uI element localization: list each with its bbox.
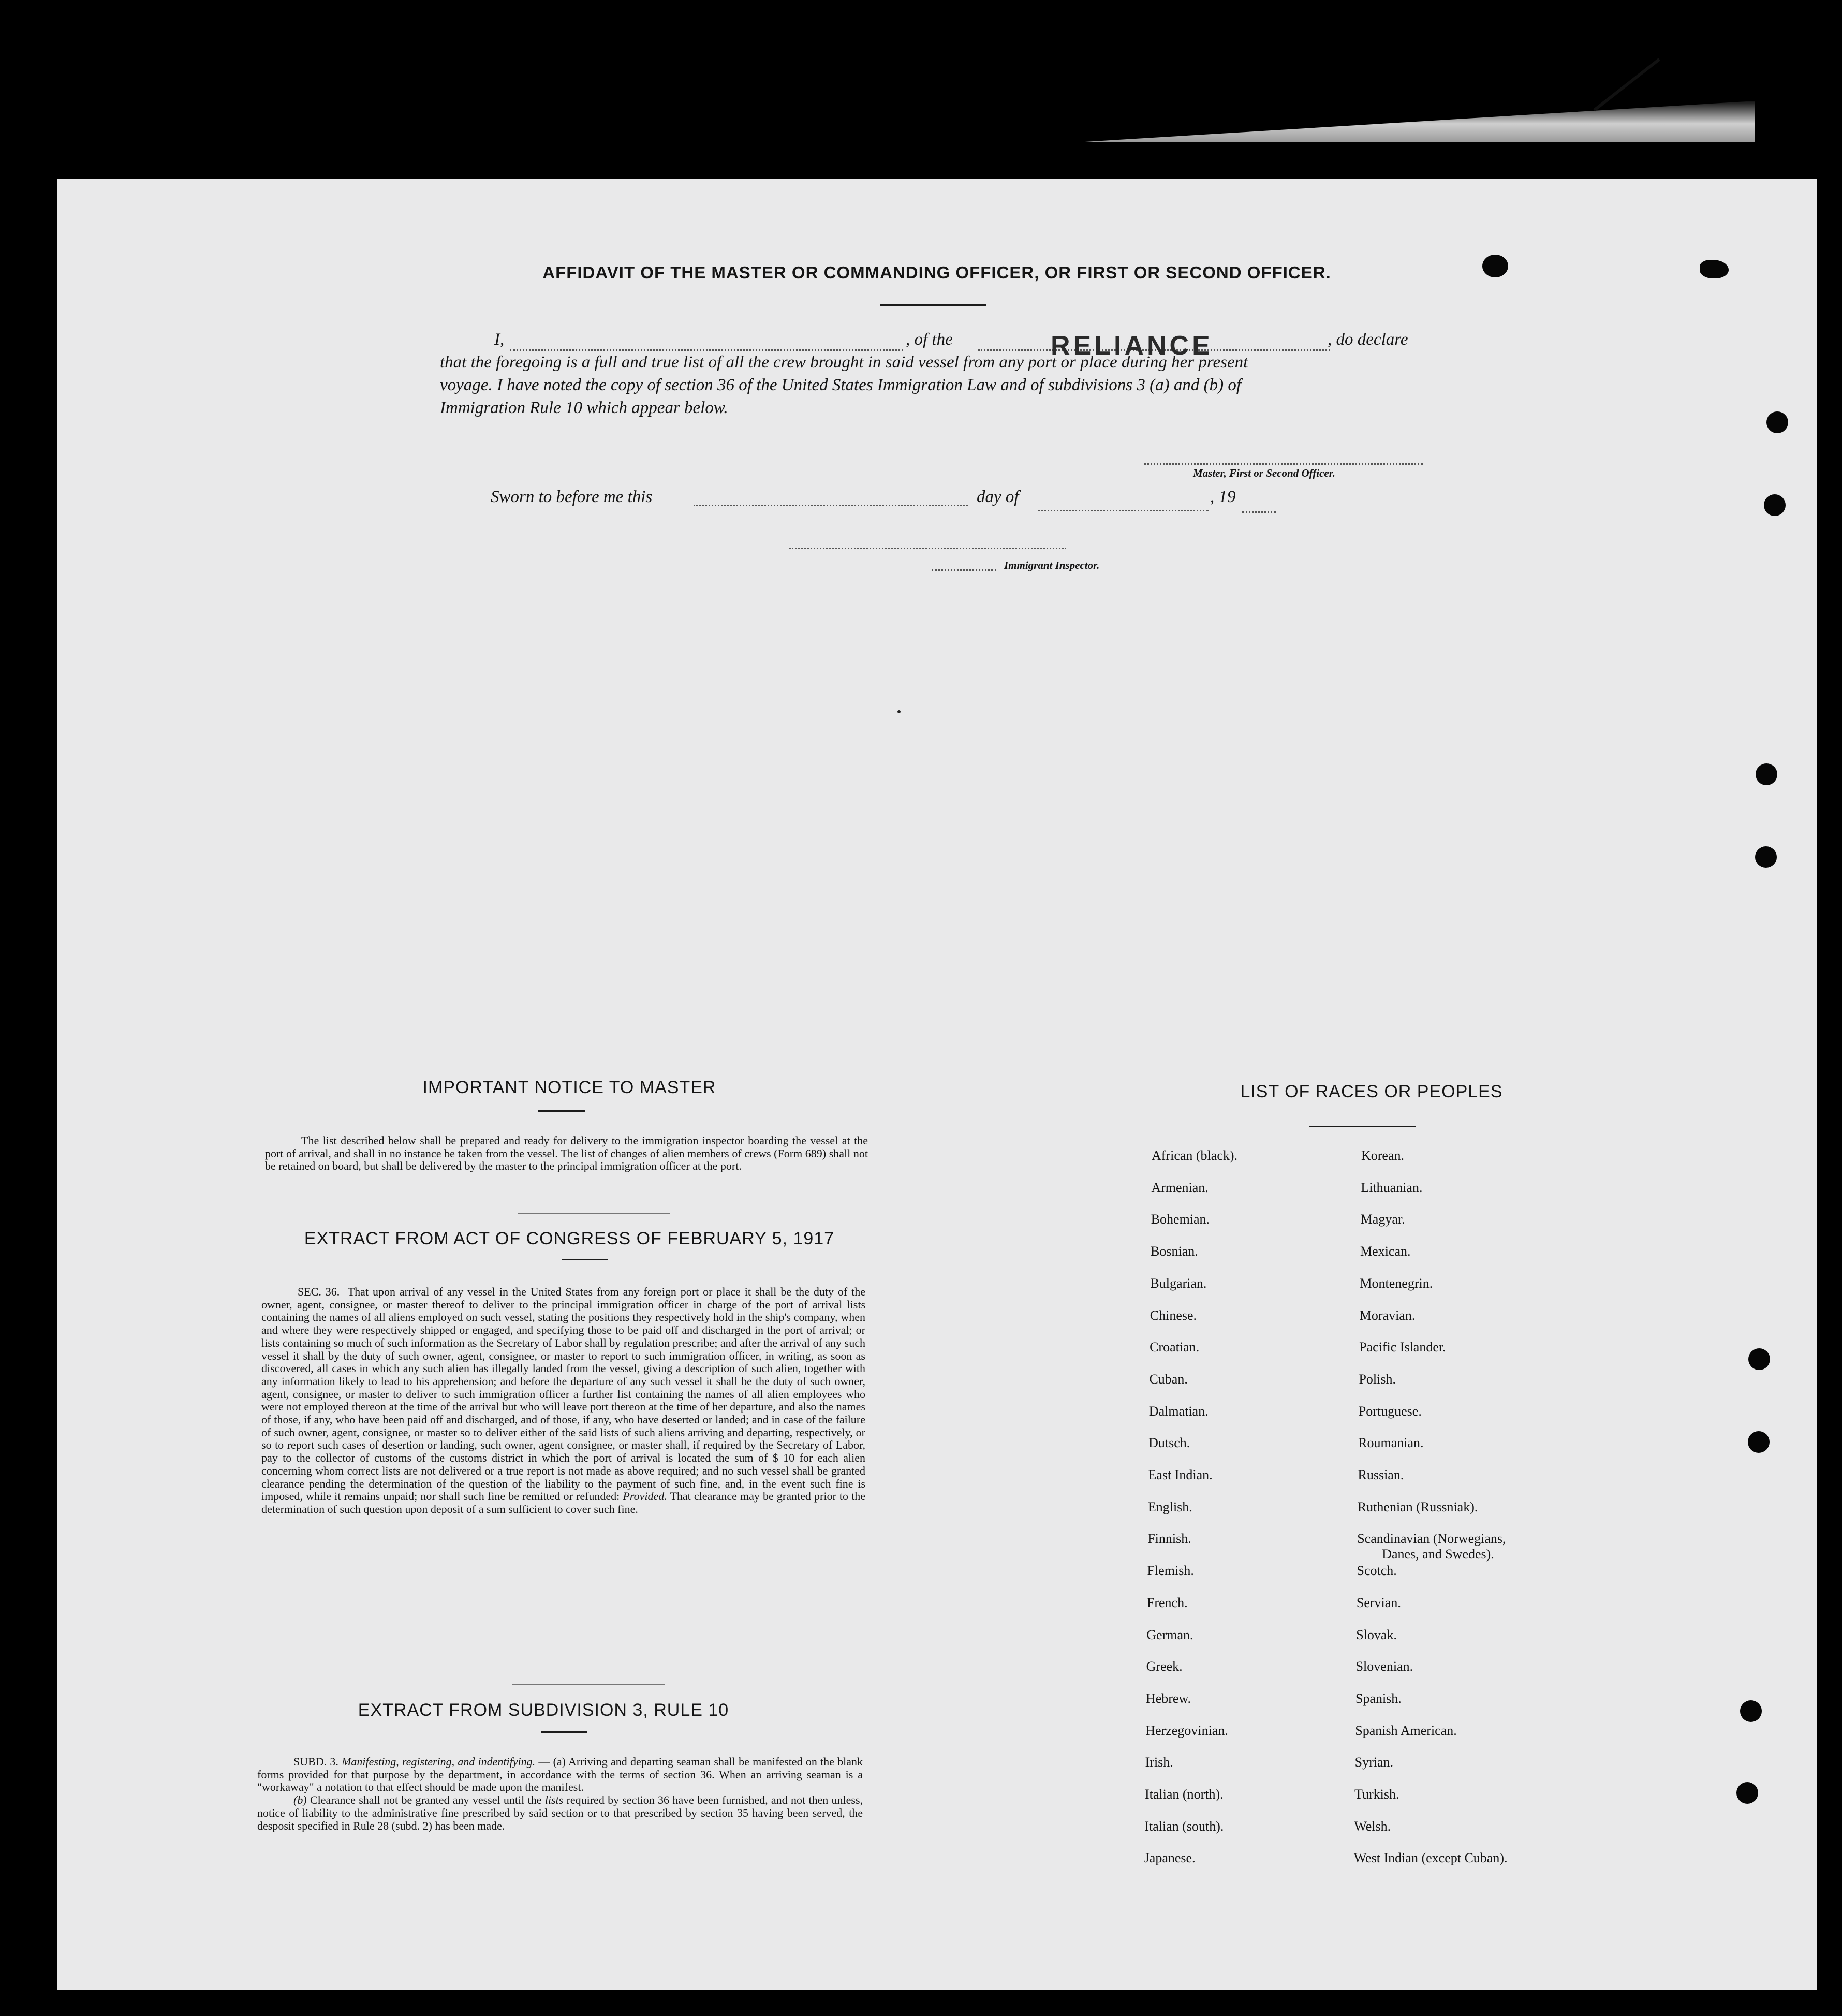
of-the-label: , of the <box>906 330 953 349</box>
act-extract-text <box>261 1286 865 1516</box>
part-b-text-1: Clearance shall not be granted any vessel until the <box>310 1793 542 1807</box>
act-extract-rule <box>562 1259 608 1260</box>
race-item-right: Polish. <box>1359 1371 1396 1387</box>
subd-label: SUBD. 3. <box>293 1755 338 1768</box>
race-item-left: Greek. <box>1146 1659 1183 1674</box>
paper-speck <box>897 710 901 713</box>
notice-rule <box>538 1110 585 1112</box>
race-item-right: Mexican. <box>1360 1244 1411 1259</box>
race-item-left: Chinese. <box>1150 1307 1197 1323</box>
rule-extract-rule <box>541 1731 587 1733</box>
race-item-right: Scandinavian (Norwegians, <box>1357 1531 1506 1547</box>
race-item-right: Roumanian. <box>1358 1435 1424 1451</box>
race-item-right: Moravian. <box>1359 1307 1416 1323</box>
punch-mark-top <box>1482 255 1508 277</box>
race-item-right: West Indian (except Cuban). <box>1353 1850 1508 1866</box>
race-item-right: Portuguese. <box>1358 1403 1422 1419</box>
master-signature-field[interactable] <box>1144 463 1423 465</box>
race-item-left: Armenian. <box>1151 1180 1209 1195</box>
day-of-label: day of <box>977 488 1019 506</box>
race-item-right: Russian. <box>1358 1467 1404 1482</box>
race-item-left: Japanese. <box>1144 1850 1196 1866</box>
binder-hole <box>1748 1348 1770 1370</box>
binder-hole <box>1764 494 1786 516</box>
race-item-left: Irish. <box>1145 1755 1173 1770</box>
part-b-label: (b) <box>293 1793 307 1807</box>
binder-hole <box>1736 1782 1758 1804</box>
race-item-right: Ruthenian (Russniak). <box>1357 1499 1478 1514</box>
rule-extract-title: EXTRACT FROM SUBDIVISION 3, RULE 10 <box>358 1700 729 1720</box>
race-item-continuation: Danes, and Swedes). <box>1382 1547 1494 1562</box>
race-item-left: Bohemian. <box>1151 1212 1210 1227</box>
race-item-left: Croatian. <box>1150 1340 1200 1355</box>
race-item-left: German. <box>1146 1627 1193 1642</box>
races-title: LIST OF RACES OR PEOPLES <box>1240 1082 1503 1101</box>
race-item-right: Slovenian. <box>1355 1659 1413 1674</box>
edge-pen-mark <box>1593 58 1660 111</box>
binder-hole <box>1740 1700 1762 1722</box>
year-label: , 19 <box>1210 488 1236 506</box>
declaration-line-3: voyage. I have noted the copy of section 36 of the United States Immigration Law and of subdivisions 3 (a) and (b) of <box>440 376 1242 394</box>
race-item-left: Dutsch. <box>1148 1435 1190 1451</box>
binder-hole <box>1748 1431 1770 1453</box>
race-item-left: French. <box>1146 1595 1188 1610</box>
race-item-left: Bosnian. <box>1151 1244 1198 1259</box>
notice-divider <box>518 1213 670 1214</box>
act-extract-title: EXTRACT FROM ACT OF CONGRESS OF FEBRUARY 5, 1917 <box>304 1229 835 1248</box>
race-item-left: Finnish. <box>1147 1531 1191 1547</box>
part-b-text-2: required by section 36 have been furnished, and not then unless, notice of liability to the administrative fine prescribed by said section or to that prescribed by section 35 having been served, the desposit specified in Rule 28 (subd. 2) has been made. <box>257 1793 863 1832</box>
notice-paragraph: The list described below shall be prepared and ready for delivery to the immigration inspector boarding the vessel at the port of arrival, and shall in no instance be taken from the vessel. The list of changes of alien members of crews (Form 689) shall not be retained on board, but shall be delivered by the master to the principal immigration officer at the port. <box>265 1134 868 1173</box>
race-item-left: Bulgarian. <box>1150 1275 1207 1291</box>
race-item-left: Dalmatian. <box>1148 1403 1209 1419</box>
section-text-end: That clearance may be granted prior to the determination of such question upon deposit of a sum sufficient to cover such fine. <box>261 1490 865 1515</box>
vessel-name-stamp: RELIANCE <box>1051 331 1213 361</box>
sworn-day-field[interactable] <box>694 505 968 506</box>
race-item-right: Spanish. <box>1355 1690 1402 1706</box>
notice-title: IMPORTANT NOTICE TO MASTER <box>422 1078 716 1097</box>
binder-hole <box>1755 846 1777 868</box>
sworn-year-field[interactable] <box>1242 511 1276 513</box>
race-item-left: English. <box>1147 1499 1192 1514</box>
sworn-month-field[interactable] <box>1038 510 1209 511</box>
affidavit-title-rule <box>880 304 986 306</box>
race-item-left: Flemish. <box>1147 1563 1194 1579</box>
section-text: That upon arrival of any vessel in the United States from any foreign port or place it shall be the duty of the owner, agent, consignee, or master thereof to deliver to the principal immigration officer in charge of the port of arrival lists containing the names of all aliens employed on such vessel, stating the positions they respectively hold in the ship's company, when and where they were respectively shipped or engaged, and specifying those to be paid off and discharged in the port of arrival; or lists containing so much of such information as the Secretary of Labor shall by regulation prescribe; and after the arrival of any such vessel it shall by the duty of such owner, agent, consignee, or master to report to such immigration officer, in writing, as soon as discovered, all cases in which any such alien has illegally landed from the vessel, giving a description of such alien, together with any information likely to lead to his apprehension; and before the departure of any such vessel it shall be the duty of such owner, agent, consignee, or master to deliver to such immigration officer a further list containing the names of all alien employees who were not employed thereon at the time of the arrival but who will leave port thereon at the time of her departure, and also the names of those, if any, who have been paid off and discharged, and of those, if any, who have deserted or landed; and in case of the failure of such owner, agent, consignee, or master so to deliver either of the said lists of such aliens arriving and departing, respectively, or so to report such cases of desertion or landing, such owner, agent consignee, or master shall, if required by the Secretary of Labor, pay to the collector of customs of the customs district in which the port of arrival is located the sum of $ 10 for each alien concerning whom correct lists are not delivered or a true report is not made as above required; and no such vessel shall be granted clearance pending the determination of the question of the liability to the payment of such fine, and, in the event such fine is imposed, while it remains unpaid; nor shall such fine be remitted or refunded: <box>261 1285 865 1503</box>
race-item-right: Korean. <box>1361 1148 1405 1163</box>
race-item-left: Cuban. <box>1149 1371 1188 1387</box>
part-a-label: — (a) <box>538 1755 566 1768</box>
rule-extract-text <box>257 1756 863 1832</box>
race-item-left: African (black). <box>1152 1148 1238 1163</box>
race-item-right: Welsh. <box>1354 1818 1391 1834</box>
race-item-right: Servian. <box>1356 1595 1401 1610</box>
races-rule <box>1309 1126 1416 1127</box>
section-label: SEC. 36. <box>298 1285 340 1298</box>
race-item-left: Herzegovinian. <box>1145 1723 1228 1738</box>
provided-label: Provided. <box>623 1490 667 1503</box>
sec-36-paragraph <box>261 1286 865 1516</box>
subd-a-paragraph <box>257 1756 863 1794</box>
i-label: I, <box>494 330 505 349</box>
race-item-left: Italian (south). <box>1144 1818 1224 1834</box>
declaration-line-4: Immigration Rule 10 which appear below. <box>440 399 728 417</box>
race-item-right: Slovak. <box>1356 1627 1397 1642</box>
act-divider <box>512 1684 665 1685</box>
declaration-line-2: that the foregoing is a full and true list of all the crew brought in said vessel from any port or place during her present <box>440 353 1248 372</box>
race-item-left: Hebrew. <box>1145 1690 1191 1706</box>
do-declare-label: , do declare <box>1328 330 1408 349</box>
subd-heading: Manifesting, registering, and indentifying. <box>342 1755 536 1768</box>
master-caption: Master, First or Second Officer. <box>1193 467 1335 479</box>
race-item-right: Turkish. <box>1354 1787 1399 1802</box>
race-item-left: East Indian. <box>1148 1467 1213 1482</box>
subd-b-paragraph <box>257 1794 863 1832</box>
part-a-text: Arriving and departing seaman shall be manifested on the blank forms provided for that purpose by the department, in accordance with the terms of section 36. When an arriving seaman is a "workaway" a notation to that effect should be made upon the manifest. <box>257 1755 863 1794</box>
inspector-caption: Immigrant Inspector. <box>1004 559 1100 571</box>
race-item-left: Italian (north). <box>1145 1787 1224 1802</box>
race-item-right: Montenegrin. <box>1360 1275 1433 1291</box>
race-item-right: Magyar. <box>1360 1212 1405 1227</box>
inspector-signature-field[interactable] <box>789 548 1066 549</box>
sworn-label: Sworn to before me this <box>491 488 653 506</box>
affidavit-title: AFFIDAVIT OF THE MASTER OR COMMANDING OFFICER, OR FIRST OR SECOND OFFICER. <box>542 263 1331 282</box>
race-item-right: Syrian. <box>1354 1755 1394 1770</box>
race-item-right: Scotch. <box>1357 1563 1397 1579</box>
race-item-right: Lithuanian. <box>1361 1180 1423 1195</box>
inspector-caption-lead <box>932 569 996 571</box>
declaration-line-1 <box>440 328 1428 351</box>
race-item-right: Pacific Islander. <box>1359 1340 1446 1355</box>
part-b-lists: lists <box>544 1793 564 1807</box>
race-item-right: Spanish American. <box>1355 1723 1457 1738</box>
page-edge-strip <box>1077 101 1755 142</box>
notice-text <box>265 1135 868 1173</box>
binder-hole <box>1756 763 1777 785</box>
punch-mark-top-right <box>1700 260 1729 278</box>
binder-hole <box>1766 411 1788 433</box>
